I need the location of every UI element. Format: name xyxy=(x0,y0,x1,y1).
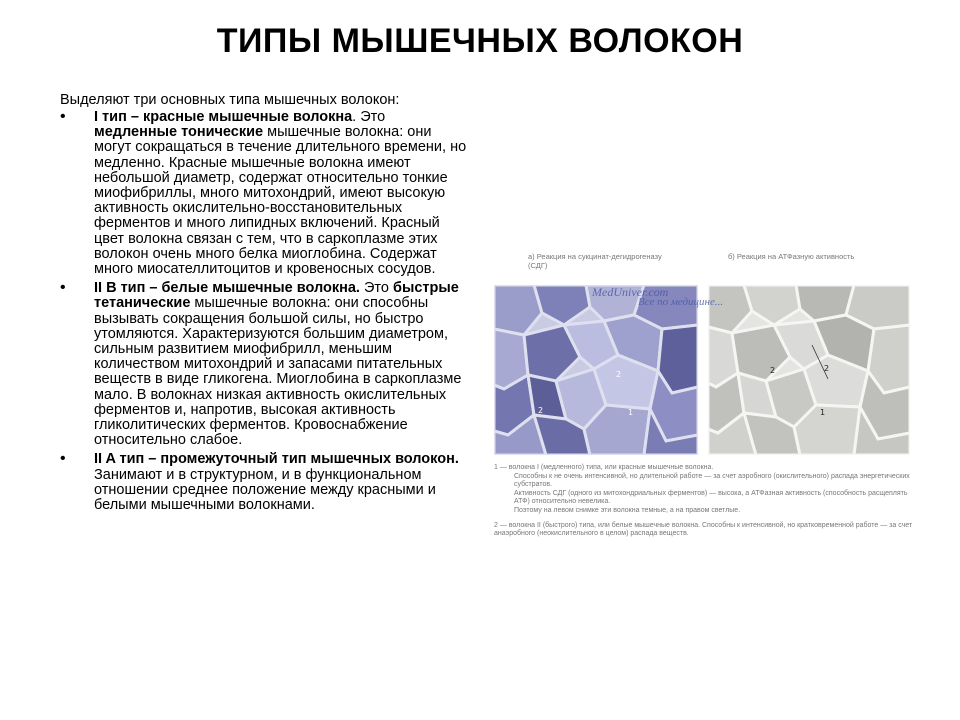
caption-atpase: б) Реакция на АТФазную активность xyxy=(728,252,855,261)
fiber-label-2: 2 xyxy=(538,406,544,415)
watermark-text: MedUniver.com xyxy=(592,285,669,299)
fiber-label-1: 1 xyxy=(628,408,634,417)
bullet-text: Занимают и в структурном, и в функциональном отношении среднее положение между красными и белыми мышечными волокнами. xyxy=(94,466,436,514)
bullet-text: Это xyxy=(359,280,393,297)
micrograph-sdh xyxy=(494,285,698,455)
bullet-heading: I тип – красные мышечные волокна xyxy=(94,109,353,125)
bullet-heading: II A тип – промежуточный тип мышечных волокон. xyxy=(94,451,459,468)
caption-sdh: а) Реакция на сукцинат-дегидрогеназу (СДГ) xyxy=(528,252,662,270)
bullet-emphasis: быстрые тетанические xyxy=(94,280,459,312)
legend-line: Способны к не очень интенсивной, но длительной работе — за счет аэробного (окислительного) распада энергетических субстратов. xyxy=(514,472,910,489)
fiber-label-2: 2 xyxy=(770,366,776,375)
fiber-label-1: 1 xyxy=(820,408,826,417)
bullet-type-1 xyxy=(60,110,470,277)
slide-title: ТИПЫ МЫШЕЧНЫХ ВОЛОКОН xyxy=(216,22,744,60)
micrograph-atpase xyxy=(708,285,910,455)
bullet-heading: II B тип – белые мышечные волокна. xyxy=(94,280,360,297)
legend-line: Поэтому на левом снимке эти волокна темные, а на правом светлые. xyxy=(514,506,741,514)
bullet-dot: • xyxy=(60,108,66,125)
fiber-label-2: 2 xyxy=(824,364,830,373)
figure-legend xyxy=(494,464,914,539)
bullet-text: мышечные волокна: они могут сокращаться в течение длительного времени, но медленно. Красные мышечные волокна имеют небольшой диаметр, содержат относительно тонкие миофибриллы, много митохондрий, имеют высокую активность окислительно-восстановительных ферментов и много липидных включений. Красный цвет волокна связан с тем, что в саркоплазме этих волокон очень много белка миоглобина. Содержат много миосателлитоцитов и кровеносных сосудов. xyxy=(94,124,467,278)
histology-figure xyxy=(488,252,916,570)
bullet-text: мышечные волокна: они способны вызывать сокращения большой силы, но быстро утомляются. Характеризуются большим диаметром, сильным развитием миофибрилл, меньшим количеством митохондрий и запасами питательных веществ в виде гликогена. Миоглобина в саркоплазме мало. В волокнах низкая активность окислительных ферментов и, напротив, высокая активность гликолитических ферментов. Кровоснабжение относительно слабое. xyxy=(94,295,462,449)
legend-line: 2 — волокна II (быстрого) типа, или белые мышечные волокна. Способны к интенсивной, но кратковременной работе — за счет анаэробного (неокислительного в целом) распада веществ. xyxy=(494,521,913,538)
fiber-type-list xyxy=(60,110,470,517)
bullet-type-2a xyxy=(60,452,470,513)
bullet-dot: • xyxy=(60,450,66,468)
legend-line: Активность СДГ (одного из митохондриальных ферментов) — высока, а АТФазная активность (способность расщеплять АТФ) относительно невелика. xyxy=(514,489,908,506)
intro-text: Выделяют три основных типа мышечных волокон: xyxy=(60,92,400,108)
bullet-emphasis: медленные тонические xyxy=(94,124,264,141)
bullet-text: . Это xyxy=(352,109,386,125)
bullet-dot: • xyxy=(60,279,66,297)
fiber-label-2: 2 xyxy=(616,370,622,379)
bullet-type-2b xyxy=(60,281,470,448)
legend-line: 1 — волокна I (медленного) типа, или красные мышечные волокна. xyxy=(494,464,714,471)
watermark-subtext: Все по медицине... xyxy=(638,296,724,308)
